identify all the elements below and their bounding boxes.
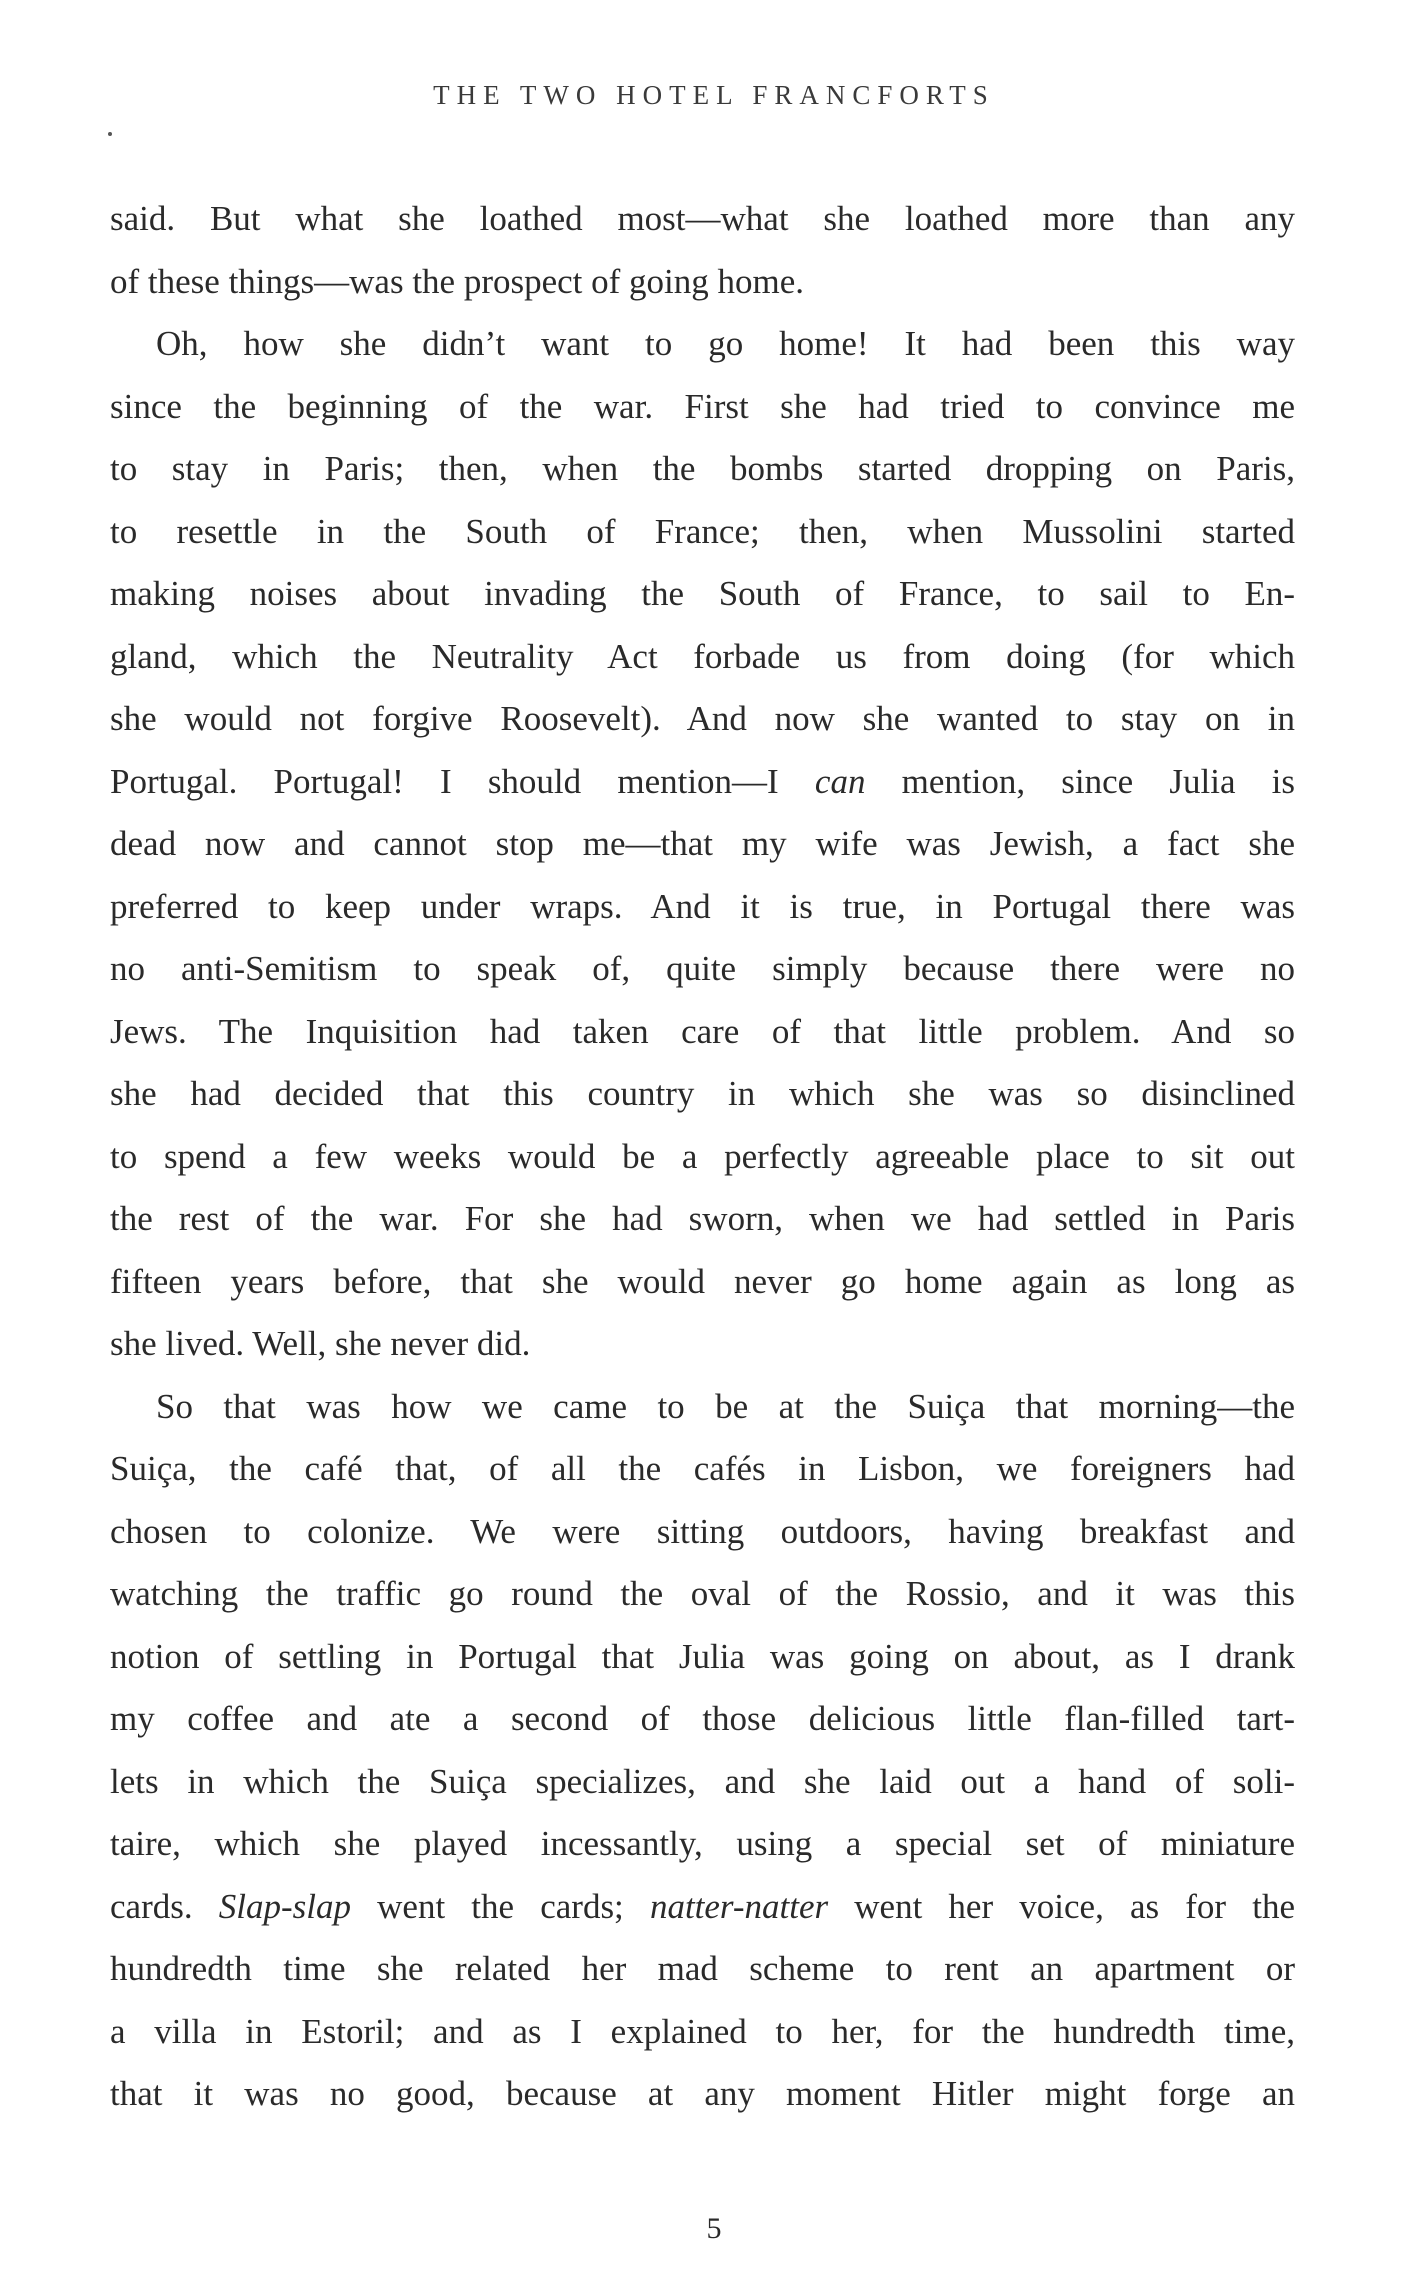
text-line: my coffee and ate a second of those delicious little flan-filled tart- bbox=[110, 1699, 1295, 1738]
text-line: gland, which the Neutrality Act forbade us from doing (for which bbox=[110, 636, 1295, 676]
text-line: fifteen years before, that she would never go home again as long as bbox=[110, 1261, 1295, 1301]
text-line: preferred to keep under wraps. And it is true, in Portugal there was bbox=[110, 886, 1295, 926]
text-line: she had decided that this country in which she was so disinclined bbox=[110, 1074, 1295, 1113]
text-line: watching the traffic go round the oval of the Rossio, and it was this bbox=[110, 1574, 1295, 1613]
text-line: to resettle in the South of France; then, when Mussolini started bbox=[110, 511, 1295, 551]
text-line: she lived. Well, she never did. bbox=[110, 1324, 531, 1363]
text-line-with-italic bbox=[110, 1876, 1295, 1939]
text-line: notion of settling in Portugal that Julia was going on about, as I drank bbox=[110, 1636, 1295, 1676]
text-line: a villa in Estoril; and as I explained to her, for the hundredth time, bbox=[110, 2011, 1295, 2051]
text-line: Suiça, the café that, of all the cafés in Lisbon, we foreigners had bbox=[110, 1449, 1295, 1488]
text-line: to spend a few weeks would be a perfectly agreeable place to sit out bbox=[110, 1136, 1295, 1176]
text-line: chosen to colonize. We were sitting outdoors, having breakfast and bbox=[110, 1511, 1295, 1551]
text-line: making noises about invading the South of France, to sail to En- bbox=[110, 574, 1295, 613]
text-line: taire, which she played incessantly, using a special set of miniature bbox=[110, 1824, 1295, 1863]
text-segment: cards. bbox=[110, 1886, 219, 1926]
text-segment: Portugal. Portugal! I should mention—I bbox=[110, 761, 779, 801]
running-head: THE TWO HOTEL FRANCFORTS bbox=[433, 80, 995, 110]
italic-word: Slap-slap bbox=[218, 1886, 351, 1926]
italic-word: natter-natter bbox=[649, 1886, 829, 1926]
text-segment: mention, since Julia is bbox=[865, 761, 1296, 801]
text-segment: went the cards; bbox=[350, 1886, 650, 1926]
text-line: that it was no good, because at any moment Hitler might forge an bbox=[110, 2074, 1295, 2113]
text-line: of these things—was the prospect of going home. bbox=[110, 261, 805, 301]
text-line: So that was how we came to be at the Suiça that morning—the bbox=[156, 1386, 1295, 1426]
page-number: 5 bbox=[706, 2212, 722, 2245]
text-line: dead now and cannot stop me—that my wife was Jewish, a fact she bbox=[110, 824, 1295, 863]
body-text bbox=[110, 188, 1295, 2126]
italic-word: can bbox=[814, 761, 866, 801]
text-line: lets in which the Suiça specializes, and she laid out a hand of soli- bbox=[110, 1761, 1295, 1801]
text-line: to stay in Paris; then, when the bombs started dropping on Paris, bbox=[110, 449, 1295, 488]
text-line: Oh, how she didn’t want to go home! It had been this way bbox=[156, 324, 1295, 363]
stray-ink-mark bbox=[108, 132, 112, 136]
text-line-with-italic bbox=[110, 751, 1295, 814]
text-line: no anti-Semitism to speak of, quite simply because there were no bbox=[110, 949, 1295, 988]
text-line: since the beginning of the war. First she had tried to convince me bbox=[110, 386, 1295, 426]
text-line: said. But what she loathed most—what she loathed more than any bbox=[110, 199, 1295, 238]
text-line: the rest of the war. For she had sworn, when we had settled in Paris bbox=[110, 1199, 1295, 1238]
text-segment: went her voice, as for the bbox=[828, 1886, 1295, 1926]
text-line: hundredth time she related her mad scheme to rent an apartment or bbox=[110, 1949, 1295, 1988]
text-line: Jews. The Inquisition had taken care of that little problem. And so bbox=[110, 1011, 1295, 1051]
text-line: she would not forgive Roosevelt). And now she wanted to stay on in bbox=[110, 699, 1295, 738]
